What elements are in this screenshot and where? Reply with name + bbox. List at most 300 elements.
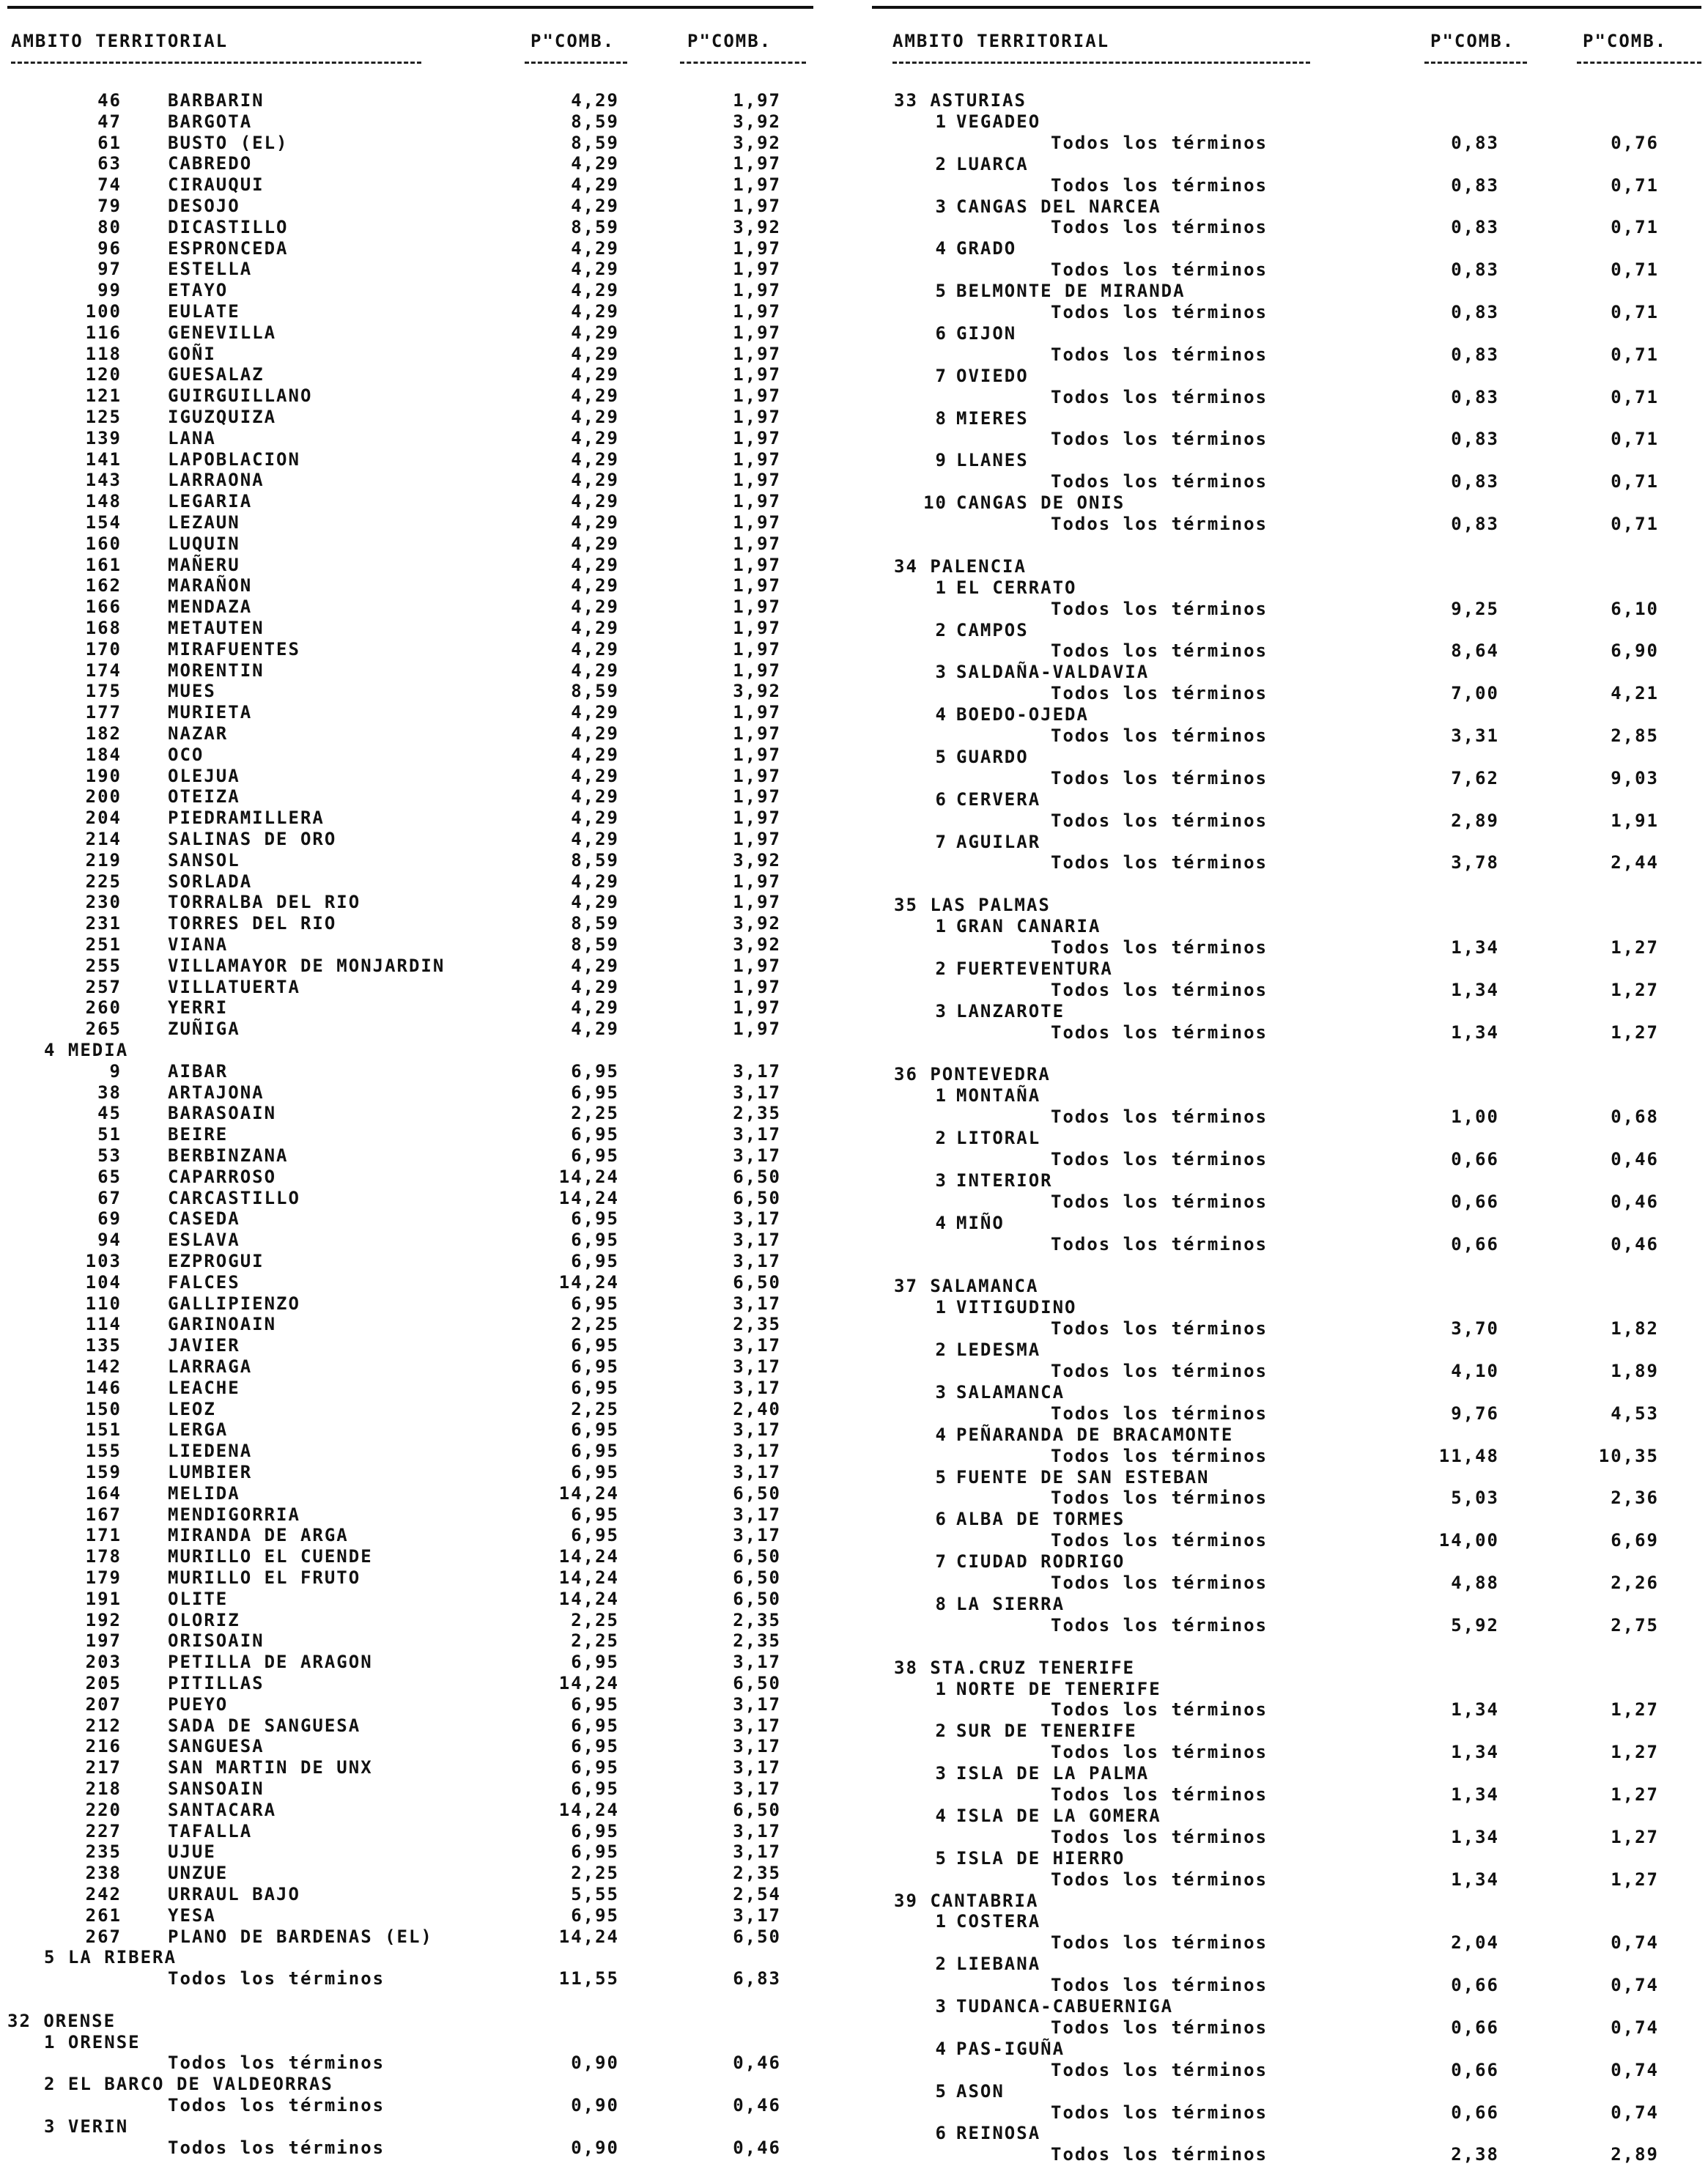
- p-comb-value-2: 3,92: [733, 681, 781, 702]
- comarca-number: 5: [935, 1847, 947, 1869]
- p-comb-value-2: 6,50: [733, 1271, 781, 1293]
- comarca-number: 3: [935, 662, 947, 683]
- p-comb-value-1: 8,59: [571, 849, 619, 871]
- comarca-number: 8: [935, 407, 947, 429]
- p-comb-value-2: 3,92: [733, 111, 781, 132]
- municipality-row: [0, 1630, 828, 1651]
- municipality-name: SANTACARA: [168, 1799, 277, 1820]
- p-comb-value-1: 2,25: [571, 1314, 619, 1335]
- comarca-name: FUERTEVENTURA: [956, 958, 1113, 979]
- municipality-name: MENDIGORRIA: [168, 1504, 300, 1525]
- header-dash-rule: [11, 62, 421, 64]
- municipality-name: NAZAR: [168, 723, 229, 744]
- p-comb-value-1: 0,66: [1451, 2102, 1499, 2123]
- p-comb-value-1: 14,24: [558, 1166, 619, 1187]
- p-comb-value-2: 3,17: [733, 1904, 781, 1926]
- p-comb-value-1: 2,04: [1451, 1932, 1499, 1954]
- p-comb-value-2: 1,97: [733, 533, 781, 554]
- p-comb-value-2: 0,71: [1611, 259, 1659, 281]
- p-comb-value-1: 0,83: [1451, 132, 1499, 153]
- p-comb-value-2: 3,17: [733, 1060, 781, 1082]
- comarca-name: CIUDAD RODRIGO: [956, 1551, 1125, 1573]
- p-comb-value-2: 1,27: [1611, 1699, 1659, 1721]
- municipality-row: [0, 1800, 828, 1820]
- p-comb-value-2: 3,17: [733, 1145, 781, 1166]
- municipality-name: GENEVILLA: [168, 322, 277, 343]
- p-comb-value-1: 0,66: [1451, 2017, 1499, 2038]
- municipality-row: [0, 1462, 828, 1482]
- province-name: 39 CANTABRIA: [894, 1890, 1039, 1911]
- p-comb-value-1: 14,24: [558, 1926, 619, 1947]
- municipality-code: 217: [85, 1757, 122, 1778]
- comarca-heading: [865, 366, 1708, 386]
- province-name: 36 PONTEVEDRA: [894, 1064, 1051, 1085]
- municipality-code: 179: [85, 1567, 122, 1588]
- municipality-code: 231: [85, 913, 122, 934]
- municipality-name: OLEJUA: [168, 765, 240, 786]
- p-comb-value-2: 0,71: [1611, 386, 1659, 407]
- p-comb-value-1: 14,00: [1438, 1530, 1499, 1551]
- all-terms-row: [865, 217, 1708, 237]
- municipality-name: CASEDA: [168, 1208, 240, 1230]
- municipality-code: 118: [85, 343, 122, 364]
- p-comb-value-1: 4,29: [571, 618, 619, 638]
- p-comb-value-1: 6,95: [571, 1251, 619, 1271]
- comarca-name: MIERES: [956, 407, 1029, 429]
- municipality-code: 154: [85, 512, 122, 533]
- municipality-name: MURILLO EL FRUTO: [168, 1567, 361, 1588]
- comarca-name: LANZAROTE: [956, 1000, 1065, 1021]
- blank-spacer: [865, 1043, 1708, 1064]
- comarca-number: 2: [935, 1721, 947, 1742]
- header-dash-rule: [1424, 62, 1527, 64]
- p-comb-value-2: 1,97: [733, 407, 781, 427]
- comarca-name: CANGAS DEL NARCEA: [956, 196, 1161, 217]
- p-comb-value-2: 1,97: [733, 343, 781, 364]
- comarca-heading: [865, 408, 1708, 429]
- p-comb-value-2: 0,46: [733, 2052, 781, 2074]
- municipality-name: GUESALAZ: [168, 364, 265, 385]
- p-comb-value-2: 1,97: [733, 174, 781, 196]
- p-comb-value-2: 3,17: [733, 1693, 781, 1715]
- comarca-name: NORTE DE TENERIFE: [956, 1678, 1161, 1699]
- province-heading: [865, 1064, 1708, 1084]
- municipality-code: 116: [85, 322, 122, 343]
- municipality-code: 51: [97, 1124, 122, 1145]
- p-comb-value-1: 6,95: [571, 1736, 619, 1757]
- comarca-name: EL CERRATO: [956, 577, 1077, 598]
- municipality-name: PETILLA DE ARAGON: [168, 1652, 373, 1673]
- p-comb-value-2: 3,92: [733, 216, 781, 237]
- comarca-heading: [865, 1382, 1708, 1403]
- comarca-name: FUENTE DE SAN ESTEBAN: [956, 1466, 1210, 1488]
- municipality-row: [0, 174, 828, 195]
- municipality-code: 257: [85, 976, 122, 997]
- municipality-name: UNZUE: [168, 1863, 229, 1884]
- municipality-code: 175: [85, 681, 122, 702]
- municipality-code: 197: [85, 1630, 122, 1652]
- all-terms-row: [865, 1784, 1708, 1805]
- all-terms-label: Todos los términos: [1051, 1742, 1268, 1763]
- comarca-name: PAS-IGUÑA: [956, 2038, 1065, 2059]
- municipality-code: 205: [85, 1673, 122, 1693]
- municipality-code: 148: [85, 491, 122, 512]
- municipality-name: LUQUIN: [168, 533, 240, 554]
- comarca-heading: [865, 1551, 1708, 1572]
- all-terms-row: [865, 1530, 1708, 1551]
- municipality-row: [0, 639, 828, 659]
- municipality-name: GUIRGUILLANO: [168, 385, 313, 407]
- header-p-comb-2: P"COMB.: [687, 31, 772, 51]
- all-terms-row: [865, 1827, 1708, 1847]
- all-terms-label: Todos los términos: [1051, 598, 1268, 619]
- p-comb-value-1: 0,66: [1451, 2059, 1499, 2080]
- comarca-number: 1: [935, 1678, 947, 1699]
- province-name: 38 STA.CRUZ TENERIFE: [894, 1657, 1135, 1678]
- p-comb-value-2: 3,17: [733, 1504, 781, 1525]
- all-terms-row: [865, 1699, 1708, 1720]
- p-comb-value-1: 6,95: [571, 1419, 619, 1441]
- municipality-row: [0, 385, 828, 406]
- comarca-number: 2: [935, 153, 947, 174]
- comarca-name: CAMPOS: [956, 619, 1029, 640]
- municipality-name: MURIETA: [168, 702, 253, 723]
- municipality-row: [0, 1061, 828, 1082]
- right-column: [865, 0, 1708, 2169]
- p-comb-value-1: 2,25: [571, 1863, 619, 1884]
- p-comb-value-1: 5,92: [1451, 1614, 1499, 1636]
- left-column: [0, 0, 828, 2169]
- header-dash-rule: [525, 62, 627, 64]
- p-comb-value-2: 0,74: [1611, 1975, 1659, 1996]
- municipality-code: 141: [85, 448, 122, 470]
- p-comb-value-1: 4,29: [571, 174, 619, 196]
- p-comb-value-2: 6,83: [733, 1968, 781, 1989]
- p-comb-value-2: 6,50: [733, 1546, 781, 1567]
- municipality-name: PUEYO: [168, 1693, 229, 1715]
- municipality-code: 99: [97, 280, 122, 301]
- province-heading: [865, 556, 1708, 577]
- p-comb-value-1: 4,29: [571, 786, 619, 808]
- comarca-heading: [865, 1001, 1708, 1021]
- p-comb-value-2: 3,17: [733, 1082, 781, 1103]
- municipality-row: [0, 1504, 828, 1525]
- all-terms-row: [865, 1869, 1708, 1890]
- comarca-heading: [865, 154, 1708, 174]
- municipality-name: ARTAJONA: [168, 1082, 265, 1103]
- municipality-row: [0, 744, 828, 765]
- all-terms-label: Todos los términos: [1051, 1106, 1268, 1128]
- p-comb-value-1: 6,95: [571, 1757, 619, 1778]
- comarca-name: LEDESMA: [956, 1340, 1041, 1361]
- comarca-name: 2 EL BARCO DE VALDEORRAS: [44, 2074, 333, 2095]
- comarca-heading: [0, 2116, 828, 2137]
- municipality-code: 161: [85, 554, 122, 575]
- p-comb-value-2: 0,71: [1611, 514, 1659, 534]
- province-name: 35 LAS PALMAS: [894, 895, 1051, 916]
- p-comb-value-1: 4,29: [571, 301, 619, 322]
- municipality-name: YERRI: [168, 997, 229, 1019]
- municipality-row: [0, 1188, 828, 1208]
- p-comb-value-2: 1,97: [733, 322, 781, 343]
- p-comb-value-1: 8,59: [571, 132, 619, 153]
- municipality-name: UJUE: [168, 1841, 216, 1863]
- header-p-comb-2: P"COMB.: [1583, 31, 1668, 51]
- p-comb-value-1: 4,29: [571, 448, 619, 470]
- p-comb-value-1: 4,29: [571, 638, 619, 659]
- municipality-name: MORENTIN: [168, 659, 265, 681]
- municipality-row: [0, 555, 828, 575]
- comarca-heading: [865, 2123, 1708, 2143]
- municipality-code: 139: [85, 427, 122, 448]
- p-comb-value-2: 1,97: [733, 301, 781, 322]
- comarca-number: 5: [935, 281, 947, 302]
- municipality-code: 100: [85, 301, 122, 322]
- header-ambito: AMBITO TERRITORIAL: [11, 31, 229, 51]
- municipality-name: METAUTEN: [168, 618, 265, 638]
- p-comb-value-2: 0,71: [1611, 302, 1659, 322]
- municipality-name: SAN MARTIN DE UNX: [168, 1757, 373, 1778]
- municipality-code: 235: [85, 1841, 122, 1863]
- p-comb-value-1: 4,29: [571, 829, 619, 849]
- p-comb-value-1: 1,34: [1451, 937, 1499, 958]
- p-comb-value-1: 4,29: [571, 491, 619, 512]
- p-comb-value-1: 0,83: [1451, 429, 1499, 450]
- p-comb-value-1: 6,95: [571, 1778, 619, 1799]
- comarca-heading: [865, 1297, 1708, 1318]
- comarca-heading: [865, 1594, 1708, 1614]
- p-comb-value-1: 0,90: [571, 2137, 619, 2158]
- all-terms-row: [865, 2102, 1708, 2123]
- p-comb-value-2: 1,97: [733, 512, 781, 533]
- comarca-name: ASON: [956, 2080, 1005, 2102]
- p-comb-value-1: 4,10: [1451, 1361, 1499, 1381]
- p-comb-value-2: 2,44: [1611, 852, 1659, 873]
- municipality-code: 184: [85, 744, 122, 765]
- p-comb-value-2: 2,35: [733, 1609, 781, 1630]
- p-comb-value-1: 4,29: [571, 976, 619, 997]
- p-comb-value-2: 6,10: [1611, 598, 1659, 619]
- comarca-name: ISLA DE HIERRO: [956, 1847, 1125, 1869]
- all-terms-row: [865, 1742, 1708, 1762]
- top-rule: [872, 6, 1701, 9]
- all-terms-row: [865, 2144, 1708, 2165]
- municipality-name: LEACHE: [168, 1377, 240, 1398]
- comarca-heading: [865, 662, 1708, 682]
- p-comb-value-2: 1,97: [733, 153, 781, 174]
- municipality-code: 177: [85, 702, 122, 723]
- municipality-row: [0, 1124, 828, 1145]
- municipality-code: 170: [85, 638, 122, 659]
- p-comb-value-1: 1,34: [1451, 1742, 1499, 1763]
- municipality-name: LEGARIA: [168, 491, 253, 512]
- municipality-row: [0, 1821, 828, 1841]
- municipality-row: [0, 1441, 828, 1461]
- municipality-name: PITILLAS: [168, 1673, 265, 1693]
- all-terms-label: Todos los términos: [1051, 1233, 1268, 1255]
- municipality-code: 69: [97, 1208, 122, 1230]
- municipality-code: 162: [85, 575, 122, 596]
- municipality-name: MIRAFUENTES: [168, 638, 300, 659]
- comarca-number: 4: [935, 2038, 947, 2059]
- municipality-name: LEZAUN: [168, 512, 240, 533]
- p-comb-value-1: 4,29: [571, 196, 619, 216]
- all-terms-row: [865, 640, 1708, 661]
- municipality-code: 220: [85, 1799, 122, 1820]
- p-comb-value-2: 3,17: [733, 1293, 781, 1314]
- comarca-number: 6: [935, 2123, 947, 2144]
- municipality-row: [0, 1314, 828, 1334]
- p-comb-value-1: 4,29: [571, 280, 619, 301]
- comarca-name: GRAN CANARIA: [956, 916, 1101, 937]
- p-comb-value-1: 6,95: [571, 1462, 619, 1482]
- municipality-name: LEOZ: [168, 1398, 216, 1419]
- comarca-number: 3: [935, 1000, 947, 1021]
- municipality-name: LARRAONA: [168, 470, 265, 491]
- p-comb-value-1: 0,83: [1451, 344, 1499, 365]
- comarca-heading: [865, 323, 1708, 344]
- municipality-name: CIRAUQUI: [168, 174, 265, 196]
- p-comb-value-2: 3,17: [733, 1462, 781, 1482]
- p-comb-value-2: 0,74: [1611, 2017, 1659, 2038]
- comarca-number: 4: [935, 1212, 947, 1233]
- municipality-name: MAÑERU: [168, 554, 240, 575]
- comarca-number: 2: [935, 1128, 947, 1149]
- all-terms-label: Todos los términos: [168, 2137, 385, 2158]
- p-comb-value-1: 8,64: [1451, 640, 1499, 662]
- municipality-code: 255: [85, 955, 122, 976]
- municipality-code: 190: [85, 765, 122, 786]
- p-comb-value-2: 3,17: [733, 1377, 781, 1398]
- municipality-code: 168: [85, 618, 122, 638]
- p-comb-value-2: 3,17: [733, 1251, 781, 1271]
- comarca-number: 1: [935, 1085, 947, 1106]
- comarca-number: 2: [935, 1954, 947, 1975]
- all-terms-row: [865, 1488, 1708, 1508]
- comarca-heading: [865, 704, 1708, 725]
- municipality-row: [0, 1483, 828, 1504]
- all-terms-label: Todos los términos: [1051, 1488, 1268, 1509]
- p-comb-value-1: 6,95: [571, 1841, 619, 1863]
- municipality-row: [0, 618, 828, 638]
- all-terms-row: [865, 1191, 1708, 1212]
- municipality-code: 191: [85, 1588, 122, 1609]
- comarca-name: 1 ORENSE: [44, 2031, 141, 2052]
- p-comb-value-1: 4,29: [571, 343, 619, 364]
- p-comb-value-2: 2,40: [733, 1398, 781, 1419]
- all-terms-row: [0, 2137, 828, 2158]
- municipality-code: 212: [85, 1715, 122, 1736]
- p-comb-value-1: 2,25: [571, 1103, 619, 1124]
- comarca-number: 4: [935, 1424, 947, 1445]
- p-comb-value-2: 3,17: [733, 1736, 781, 1757]
- municipality-name: ZUÑIGA: [168, 1019, 240, 1040]
- comarca-heading: [865, 789, 1708, 810]
- municipality-name: ORISOAIN: [168, 1630, 265, 1652]
- comarca-number: 1: [935, 916, 947, 937]
- p-comb-value-2: 0,46: [1611, 1191, 1659, 1212]
- all-terms-row: [865, 725, 1708, 746]
- all-terms-label: Todos los términos: [1051, 1932, 1268, 1954]
- province-heading: [865, 90, 1708, 111]
- p-comb-value-1: 6,95: [571, 1441, 619, 1462]
- comarca-name: LLANES: [956, 450, 1029, 471]
- municipality-name: MUES: [168, 681, 216, 702]
- municipality-row: [0, 1167, 828, 1187]
- p-comb-value-2: 1,97: [733, 280, 781, 301]
- p-comb-value-1: 4,29: [571, 702, 619, 723]
- p-comb-value-1: 14,24: [558, 1588, 619, 1609]
- municipality-row: [0, 364, 828, 385]
- all-terms-row: [865, 683, 1708, 703]
- comarca-name: ALBA DE TORMES: [956, 1509, 1125, 1530]
- municipality-row: [0, 491, 828, 511]
- p-comb-value-1: 4,29: [571, 237, 619, 259]
- p-comb-value-2: 1,97: [733, 491, 781, 512]
- p-comb-value-1: 1,34: [1451, 1784, 1499, 1805]
- all-terms-row: [865, 1022, 1708, 1043]
- p-comb-value-2: 1,97: [733, 955, 781, 976]
- municipality-code: 167: [85, 1504, 122, 1525]
- municipality-code: 218: [85, 1778, 122, 1799]
- p-comb-value-2: 2,35: [733, 1863, 781, 1884]
- p-comb-value-1: 14,24: [558, 1187, 619, 1208]
- p-comb-value-2: 10,35: [1598, 1445, 1659, 1466]
- p-comb-value-1: 1,34: [1451, 1869, 1499, 1890]
- comarca-name: TUDANCA-CABUERNIGA: [956, 1996, 1174, 2017]
- municipality-row: [0, 1103, 828, 1123]
- comarca-name: 3 VERIN: [44, 2116, 129, 2137]
- municipality-code: 203: [85, 1652, 122, 1673]
- municipality-code: 151: [85, 1419, 122, 1441]
- municipality-name: DESOJO: [168, 196, 240, 216]
- municipality-name: MURILLO EL CUENDE: [168, 1546, 373, 1567]
- comarca-heading: [0, 1947, 828, 1967]
- municipality-row: [0, 808, 828, 828]
- all-terms-label: Todos los términos: [1051, 132, 1268, 153]
- comarca-heading: [865, 196, 1708, 217]
- province-heading: [0, 2011, 828, 2031]
- p-comb-value-2: 1,97: [733, 385, 781, 407]
- p-comb-value-2: 1,27: [1611, 1021, 1659, 1043]
- municipality-code: 79: [97, 196, 122, 216]
- all-terms-label: Todos los términos: [1051, 429, 1268, 450]
- province-name: 37 SALAMANCA: [894, 1276, 1039, 1297]
- p-comb-value-2: 6,69: [1611, 1530, 1659, 1551]
- p-comb-value-2: 3,17: [733, 1820, 781, 1841]
- municipality-code: 155: [85, 1441, 122, 1462]
- p-comb-value-2: 1,91: [1611, 810, 1659, 831]
- municipality-code: 261: [85, 1904, 122, 1926]
- municipality-row: [0, 850, 828, 871]
- header-ambito: AMBITO TERRITORIAL: [892, 31, 1110, 51]
- p-comb-value-2: 1,97: [733, 596, 781, 618]
- p-comb-value-2: 3,92: [733, 849, 781, 871]
- comarca-heading: [865, 958, 1708, 979]
- all-terms-row: [865, 514, 1708, 534]
- p-comb-value-2: 6,50: [733, 1482, 781, 1504]
- municipality-name: MENDAZA: [168, 596, 253, 618]
- p-comb-value-1: 6,95: [571, 1715, 619, 1736]
- all-terms-row: [865, 1615, 1708, 1636]
- municipality-row: [0, 301, 828, 322]
- municipality-code: 192: [85, 1609, 122, 1630]
- municipality-row: [0, 1841, 828, 1862]
- p-comb-value-2: 0,71: [1611, 217, 1659, 238]
- p-comb-value-1: 4,29: [571, 407, 619, 427]
- province-heading: [865, 1891, 1708, 1911]
- p-comb-value-2: 3,92: [733, 934, 781, 955]
